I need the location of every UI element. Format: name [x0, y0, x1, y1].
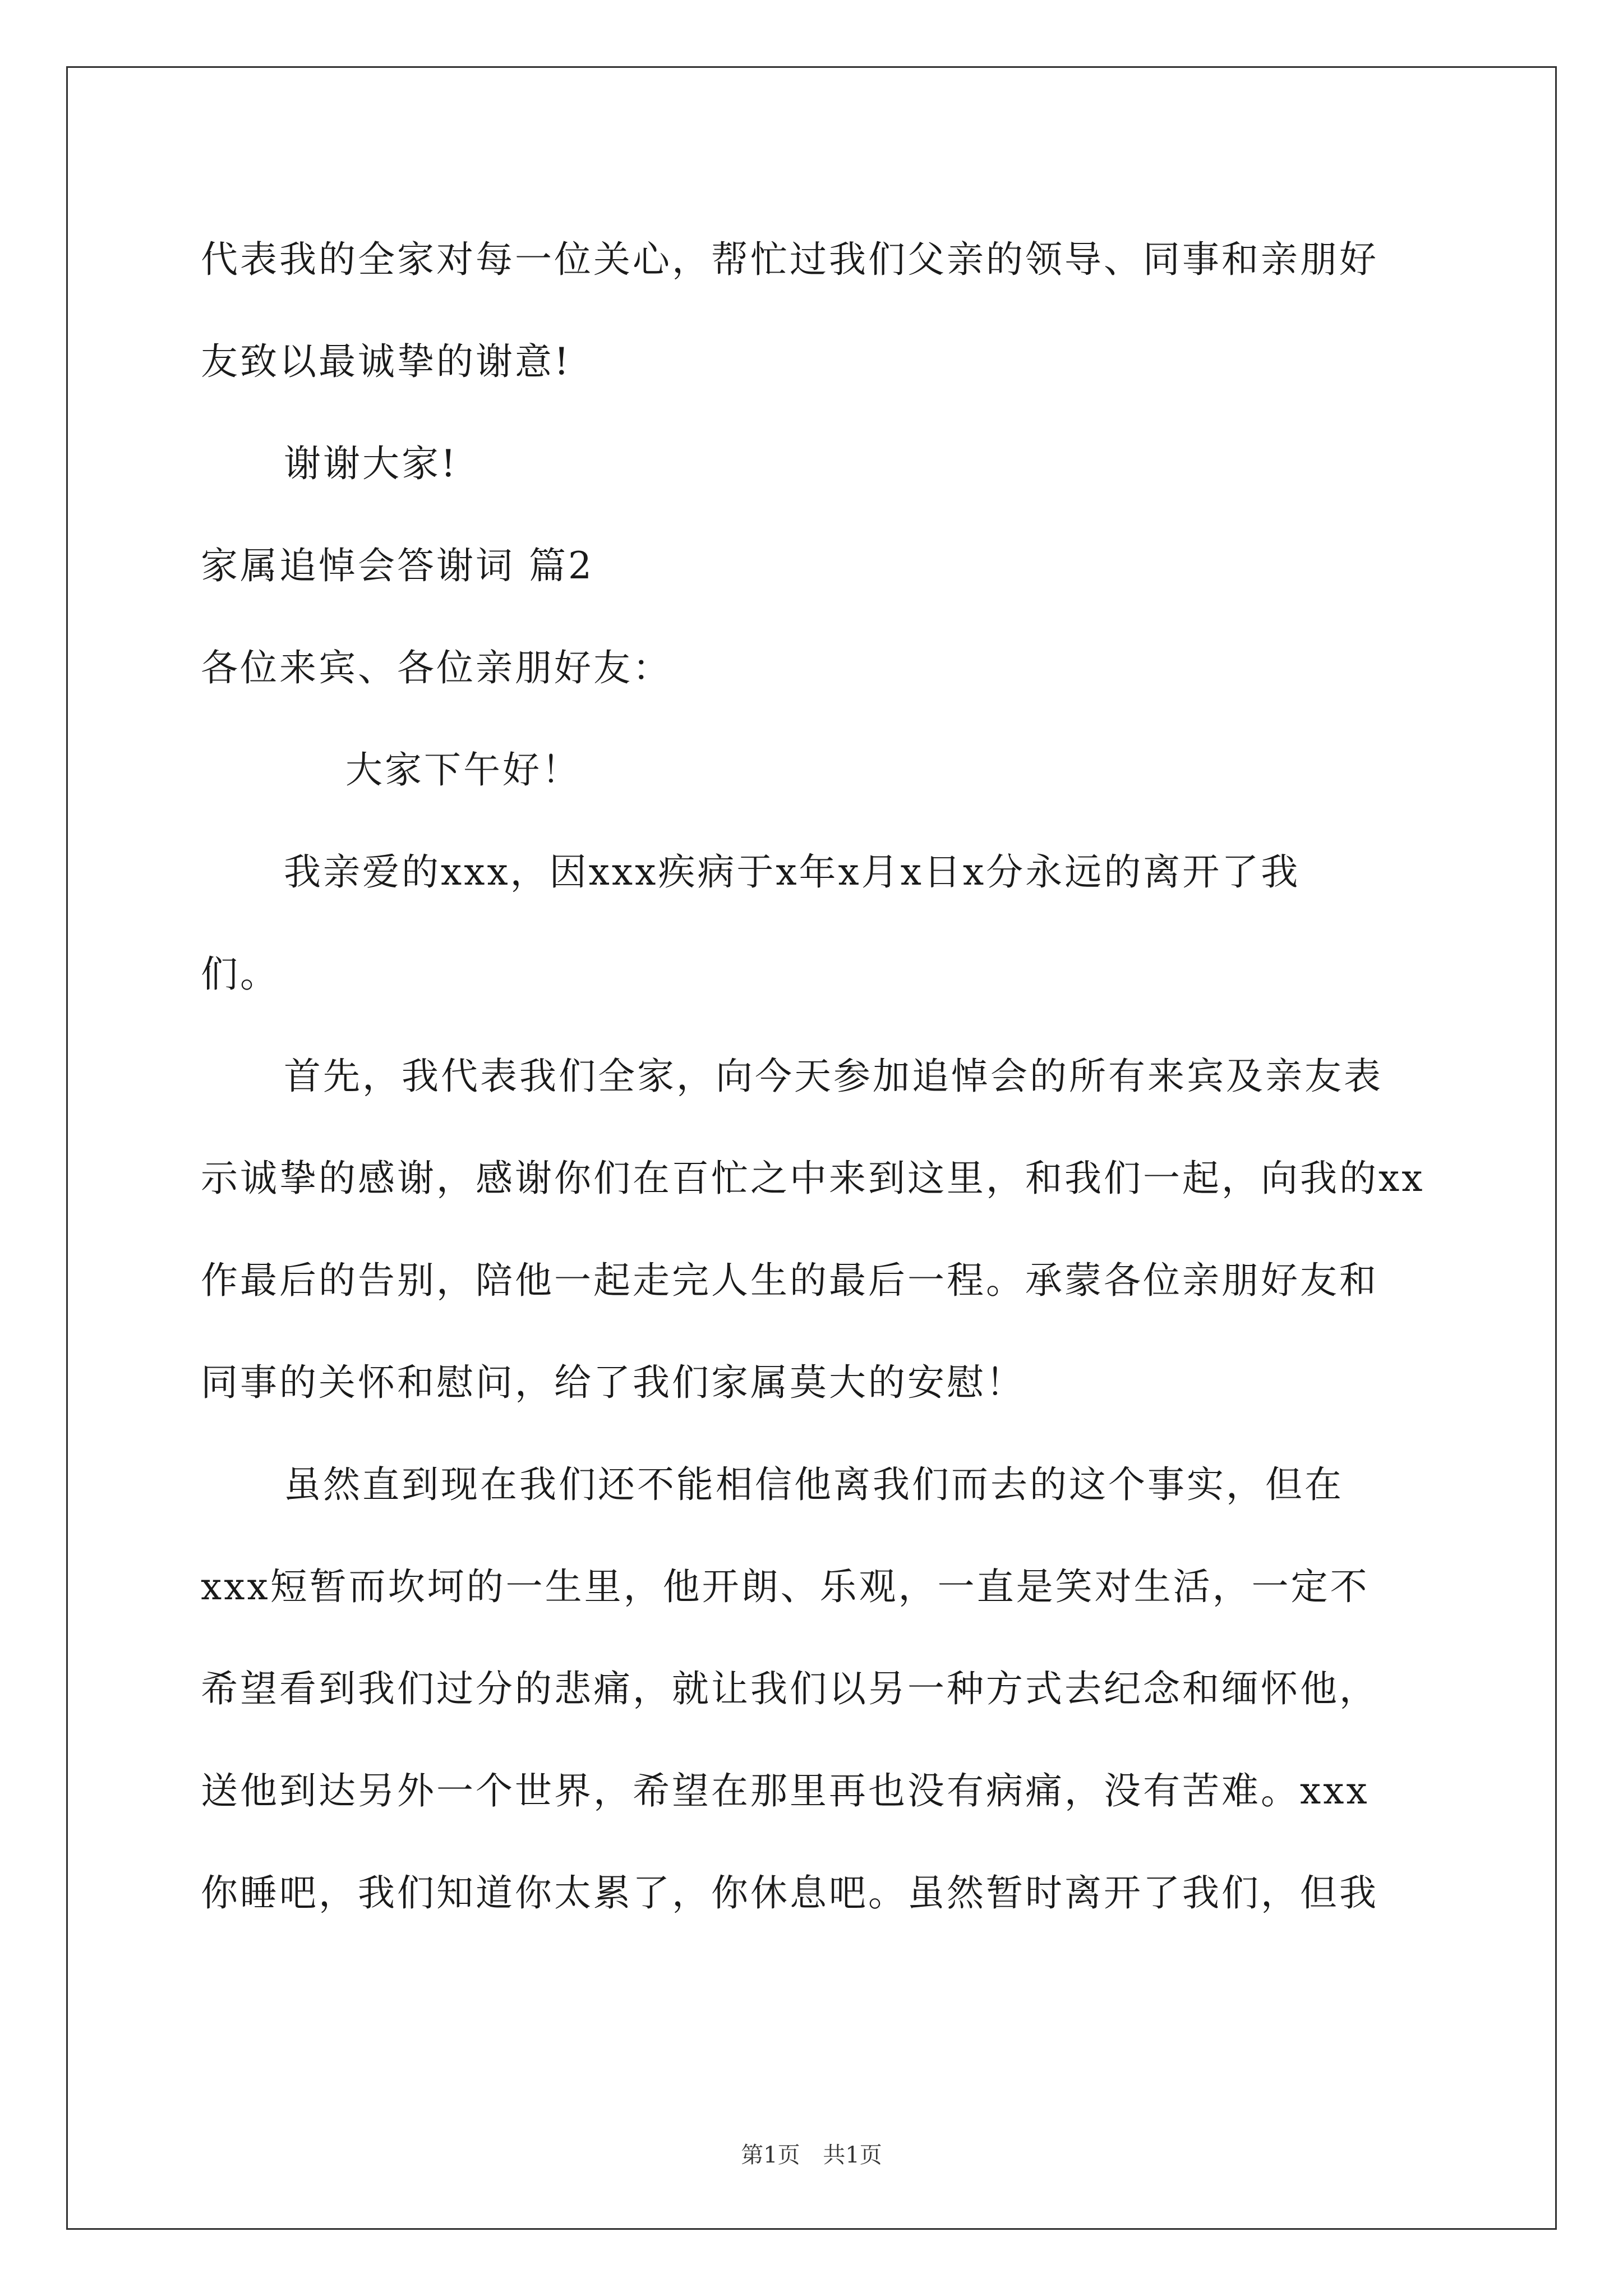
- document-body: [201, 209, 1423, 1944]
- text-line: 我亲爱的xxx，因xxx疾病于x年x月x日x分永远的离开了我: [284, 850, 1301, 894]
- text-line: 虽然直到现在我们还不能相信他离我们而去的这个事实，但在: [284, 1463, 1344, 1506]
- text-line: 们。: [201, 953, 279, 996]
- text-line: 首先，我代表我们全家，向今天参加追悼会的所有来宾及亲友表: [284, 1055, 1383, 1098]
- greeting: 大家下午好！: [345, 748, 581, 792]
- text-line: 同事的关怀和慰问，给了我们家属莫大的安慰！: [201, 1361, 1025, 1404]
- text-line: xxx短暂而坎坷的一生里，他开朗、乐观，一直是笑对生活，一定不: [201, 1565, 1370, 1608]
- page-footer: [0, 2137, 1623, 2169]
- text-line: 示诚挚的感谢，感谢你们在百忙之中来到这里，和我们一起，向我的xx: [201, 1157, 1425, 1200]
- page-number-current: 第1页: [741, 2142, 800, 2168]
- section-heading: 家属追悼会答谢词 篇2: [201, 544, 594, 587]
- text-line: 代表我的全家对每一位关心，帮忙过我们父亲的领导、同事和亲朋好: [201, 238, 1378, 281]
- text-line: 希望看到我们过分的悲痛，就让我们以另一种方式去纪念和缅怀他，: [201, 1667, 1378, 1710]
- salutation: 各位来宾、各位亲朋好友：: [201, 646, 672, 689]
- text-line: 友致以最诚挚的谢意!: [201, 340, 571, 383]
- text-line: 你睡吧，我们知道你太累了，你休息吧。虽然暂时离开了我们，但我: [201, 1871, 1378, 1915]
- text-line: 作最后的告别，陪他一起走完人生的最后一程。承蒙各位亲朋好友和: [201, 1259, 1378, 1302]
- text-line: 送他到达另外一个世界，希望在那里再也没有病痛，没有苦难。xxx: [201, 1769, 1370, 1812]
- page-number-total: 共1页: [823, 2142, 882, 2168]
- text-line: 谢谢大家!: [284, 442, 458, 485]
